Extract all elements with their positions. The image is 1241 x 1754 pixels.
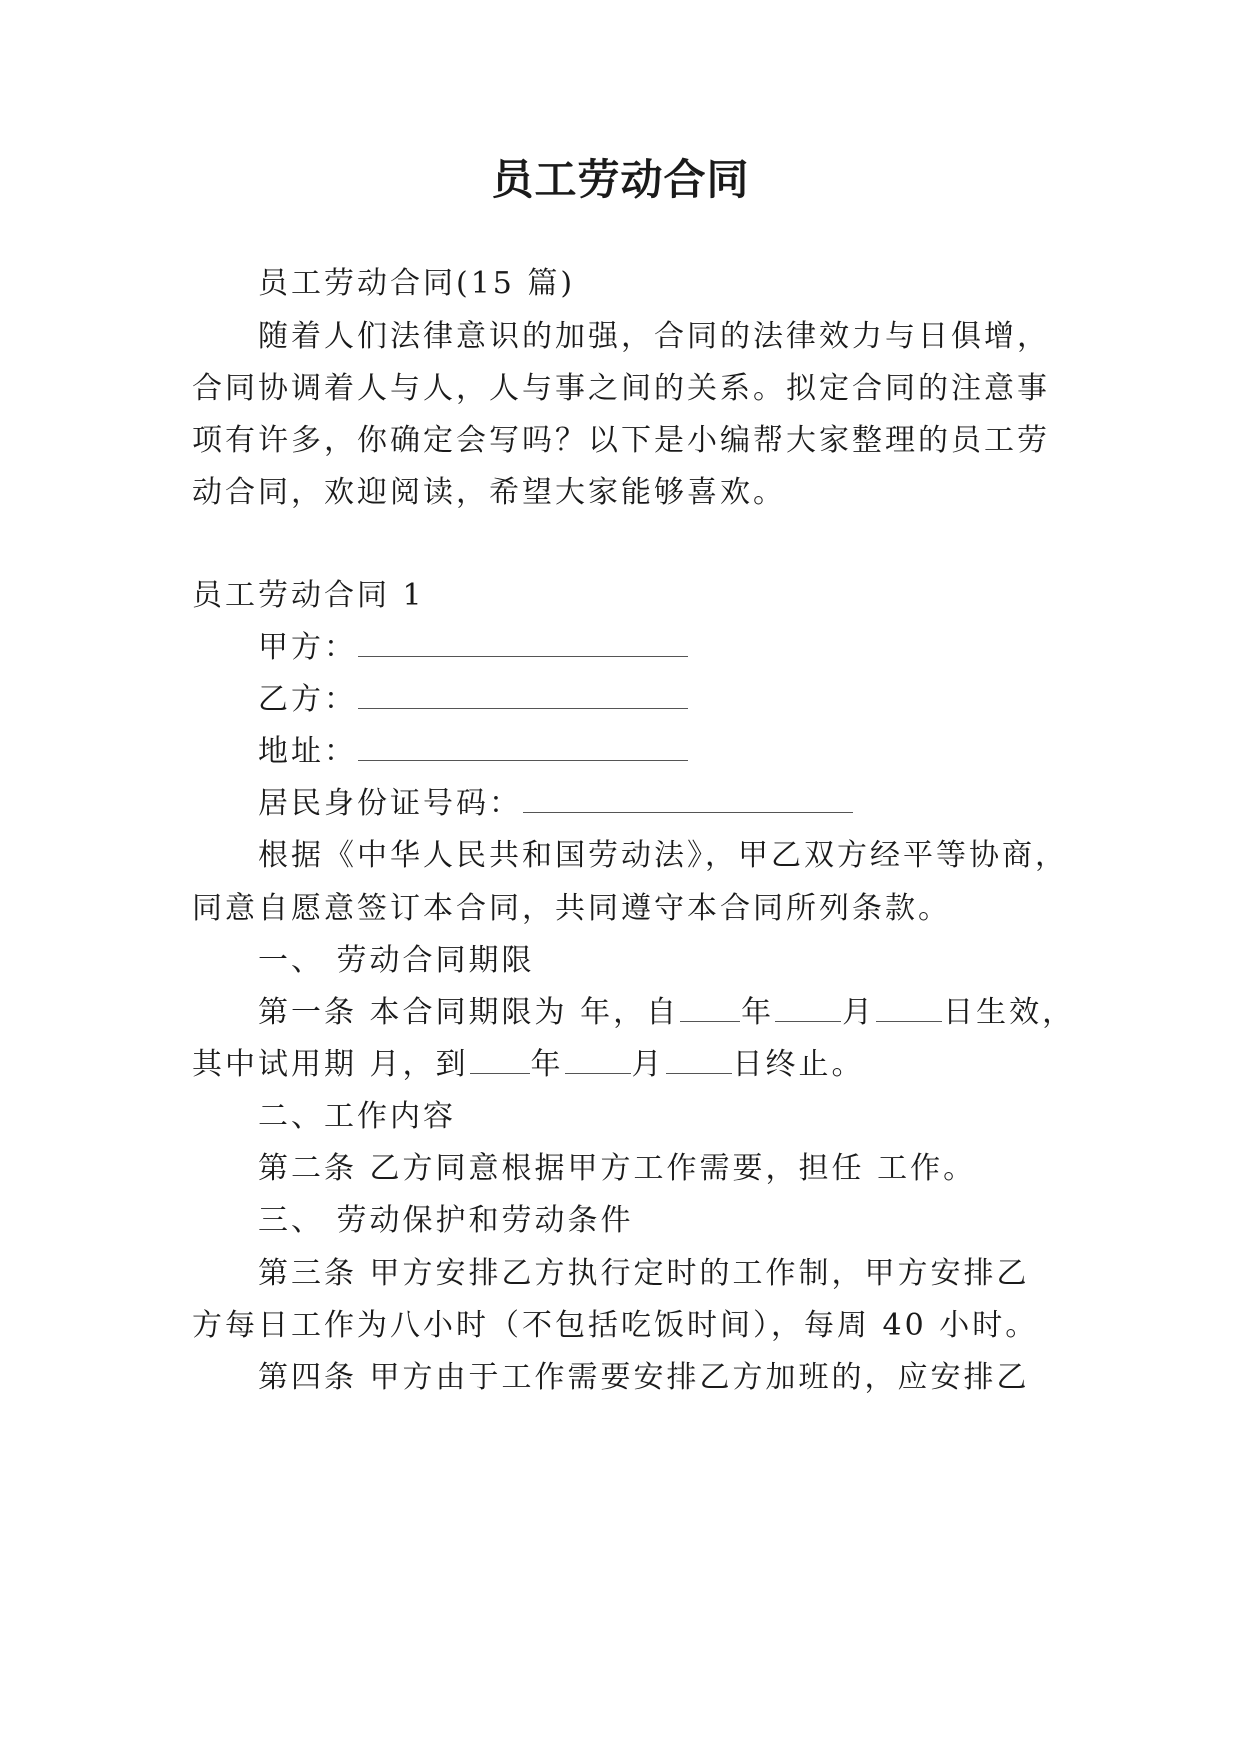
article-1-line-1: [258, 993, 1075, 1033]
article-1-text-c: 月: [842, 995, 876, 1030]
article-1-text-g: 月: [631, 1047, 665, 1082]
end-year-blank[interactable]: [470, 1071, 530, 1074]
document-title: 员工劳动合同: [491, 155, 750, 204]
end-day-blank[interactable]: [666, 1071, 732, 1074]
start-day-blank[interactable]: [876, 1019, 942, 1022]
section-heading: 员工劳动合同 1: [192, 578, 425, 613]
address-row: [258, 732, 689, 772]
start-month-blank[interactable]: [775, 1019, 841, 1022]
address-blank[interactable]: [358, 758, 688, 761]
article-3-line-1: 第三条 甲方安排乙方执行定时的工作制，甲方安排乙: [258, 1256, 1030, 1291]
id-row: [258, 784, 854, 824]
article-1-text-e: 其中试用期 月，到: [192, 1047, 469, 1082]
article-1-text-f: 年: [530, 1047, 564, 1082]
intro-line-4: 动合同，欢迎阅读，希望大家能够喜欢。: [192, 475, 786, 510]
id-blank[interactable]: [523, 810, 853, 813]
end-month-blank[interactable]: [565, 1071, 631, 1074]
article-1-text-h: 日终止。: [732, 1047, 865, 1082]
article-3-line-2: 方每日工作为八小时（不包括吃饭时间），每周 40 小时。: [192, 1308, 1039, 1343]
article-1-text-b: 年: [741, 995, 775, 1030]
basis-line-2: 同意自愿意签订本合同，共同遵守本合同所列条款。: [192, 891, 951, 926]
article-1-line-2: [192, 1045, 865, 1085]
intro-heading: 员工劳动合同(15 篇): [258, 266, 576, 301]
party-b-label: 乙方：: [258, 682, 357, 717]
party-a-row: [258, 628, 689, 668]
address-label: 地址：: [258, 734, 357, 769]
article-1-text-d: 日生效，: [943, 995, 1076, 1030]
party-b-row: [258, 680, 689, 720]
party-a-blank[interactable]: [358, 654, 688, 657]
chapter-1-heading: 一、 劳动合同期限: [258, 943, 535, 978]
intro-line-1: 随着人们法律意识的加强，合同的法律效力与日俱增，: [258, 319, 1050, 354]
chapter-3-heading: 三、 劳动保护和劳动条件: [258, 1203, 634, 1238]
article-2: 第二条 乙方同意根据甲方工作需要，担任 工作。: [258, 1151, 977, 1186]
intro-line-3: 项有许多，你确定会写吗？以下是小编帮大家整理的员工劳: [192, 423, 1050, 458]
chapter-2-heading: 二、工作内容: [258, 1099, 456, 1134]
intro-line-2: 合同协调着人与人，人与事之间的关系。拟定合同的注意事: [192, 371, 1050, 406]
party-a-label: 甲方：: [258, 630, 357, 665]
article-4-line-1: 第四条 甲方由于工作需要安排乙方加班的，应安排乙: [258, 1360, 1030, 1395]
start-year-blank[interactable]: [680, 1019, 740, 1022]
id-label: 居民身份证号码：: [258, 786, 522, 821]
article-1-text-a: 第一条 本合同期限为 年，自: [258, 995, 680, 1030]
party-b-blank[interactable]: [358, 706, 688, 709]
basis-line-1: 根据《中华人民共和国劳动法》，甲乙双方经平等协商，: [258, 838, 1068, 873]
